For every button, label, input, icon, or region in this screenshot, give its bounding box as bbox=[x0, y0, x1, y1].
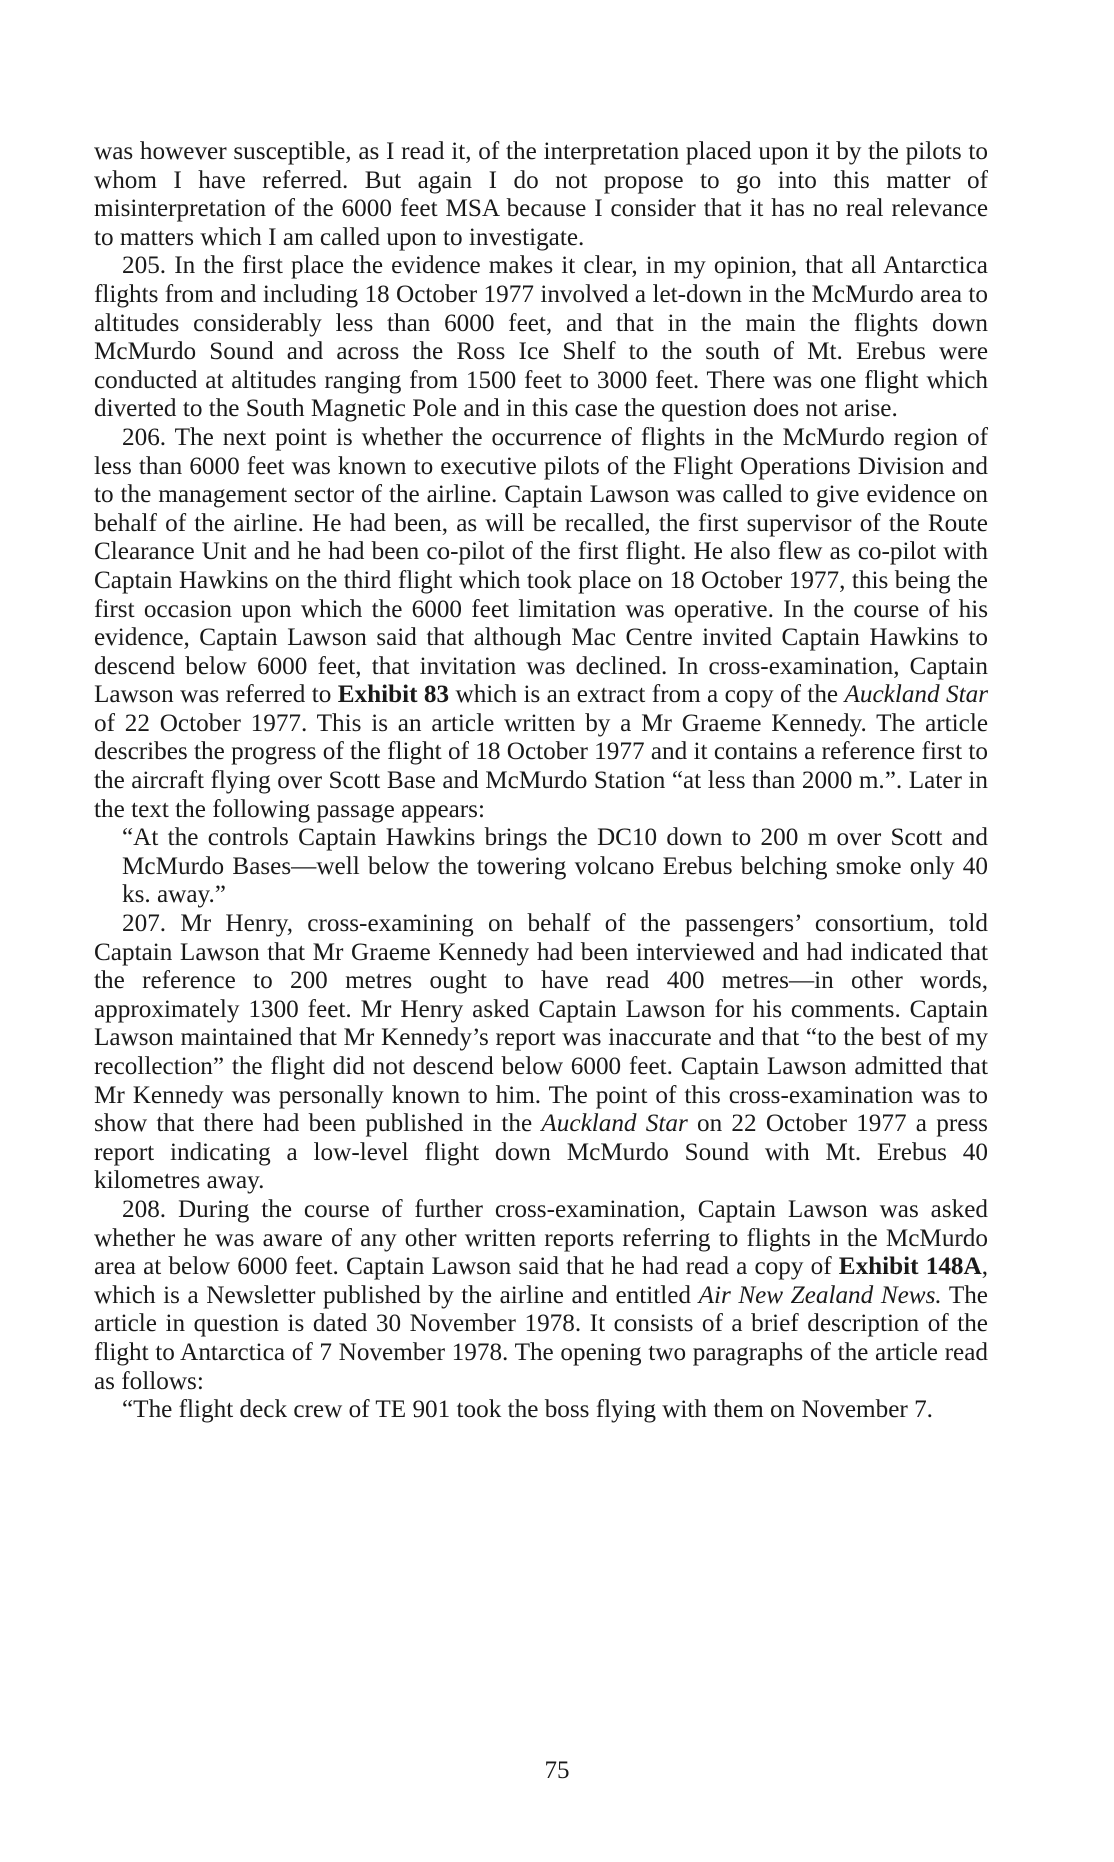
exhibit-83-reference: Exhibit 83 bbox=[337, 681, 450, 709]
publication-title: Air New Zealand News. bbox=[698, 1281, 942, 1309]
paragraph-206-text-1: 206. The next point is whether the occurrence of flights in the McMurdo region of less than 6000 feet was known to executive pilots of the Flight Operations Division and to the management sector of the airline. Captain Lawson was called to give evidence on behalf of the airline. He had been, as will be recalled, the first supervisor of the Route Clearance Unit and he had been co-pilot of the first flight. He also flew as co-pilot with Captain Hawkins on the third flight which took place on 18 October 1977, this being the first occasion upon which the 6000 feet limitation was operative. In the course of his evidence, Captain Lawson said that although Mac Centre invited Captain Hawkins to descend below 6000 feet, that invitation was declined. In cross-examination, Captain Lawson was referred to bbox=[94, 423, 988, 709]
paragraph-207-text-1: 207. Mr Henry, cross-examining on behalf of the passengers’ consortium, told Captain Lawson that Mr Graeme Kennedy had been interviewed and had indicated that the reference to 200 metres ought to have read 400 metres—in other words, approximately 1300 feet. Mr Henry asked Captain Lawson for his comments. Captain Lawson maintained that Mr Kennedy’s report was inaccurate and that “to the best of my recollection” the flight did not descend below 6000 feet. Captain Lawson admitted that Mr Kennedy was personally known to him. The point of this cross-examination was to show that there had been published in the bbox=[94, 910, 988, 1138]
paragraph-208 bbox=[94, 1196, 988, 1396]
paragraph-continuation: was however susceptible, as I read it, of the interpretation placed upon it by the pilots to whom I have referred. But again I do not propose to go into this matter of misinterpretation of the 6000 feet MSA because I consider that it has no real relevance to matters which I am called upon to investigate. bbox=[94, 138, 988, 251]
page-number: 75 bbox=[544, 1757, 570, 1784]
paragraph-207 bbox=[94, 910, 988, 1196]
paragraph-207-text-2: on 22 October 1977 a press report indicating a low-level flight down McMurdo Sound with Mt. Erebus 40 kilometres away. bbox=[94, 1110, 988, 1195]
document-page bbox=[94, 138, 988, 1425]
paragraph-206 bbox=[94, 424, 988, 824]
exhibit-148a-reference: Exhibit 148A bbox=[838, 1253, 982, 1281]
paragraph-208-text-2: , which is a Newsletter published by the airline and entitled bbox=[94, 1253, 989, 1309]
paragraph-208-text-3: The article in question is dated 30 November 1978. It consists of a brief description of the flight to Antarctica of 7 November 1978. The opening two paragraphs of the article read as follows: bbox=[94, 1281, 988, 1395]
quotation-206: “At the controls Captain Hawkins brings the DC10 down to 200 m over Scott and McMurdo Bases—well below the towering volcano Erebus belching smoke only 40 ks. away.” bbox=[122, 824, 988, 909]
quotation-208: “The flight deck crew of TE 901 took the boss flying with them on November 7. bbox=[122, 1396, 933, 1424]
publication-title: Auckland Star bbox=[541, 1110, 688, 1138]
paragraph-205: 205. In the first place the evidence makes it clear, in my opinion, that all Antarctica flights from and including 18 October 1977 involved a let-down in the McMurdo area to altitudes considerably less than 6000 feet, and that in the main the flights down McMurdo Sound and across the Ross Ice Shelf to the south of Mt. Erebus were conducted at altitudes ranging from 1500 feet to 3000 feet. There was one flight which diverted to the South Magnetic Pole and in this case the question does not arise. bbox=[94, 252, 988, 423]
publication-title: Auckland Star bbox=[844, 681, 988, 709]
paragraph-206-text-2: which is an extract from a copy of the bbox=[449, 681, 845, 709]
paragraph-208-text-1: 208. During the course of further cross-examination, Captain Lawson was asked whether he was aware of any other written reports referring to flights in the McMurdo area at below 6000 feet. Captain Lawson said that he had read a copy of bbox=[94, 1195, 988, 1281]
paragraph-206-text-3: of 22 October 1977. This is an article written by a Mr Graeme Kennedy. The article describes the progress of the flight of 18 October 1977 and it contains a reference first to the aircraft flying over Scott Base and McMurdo Station “at less than 2000 m.”. Later in the text the following passage appears: bbox=[94, 709, 988, 823]
